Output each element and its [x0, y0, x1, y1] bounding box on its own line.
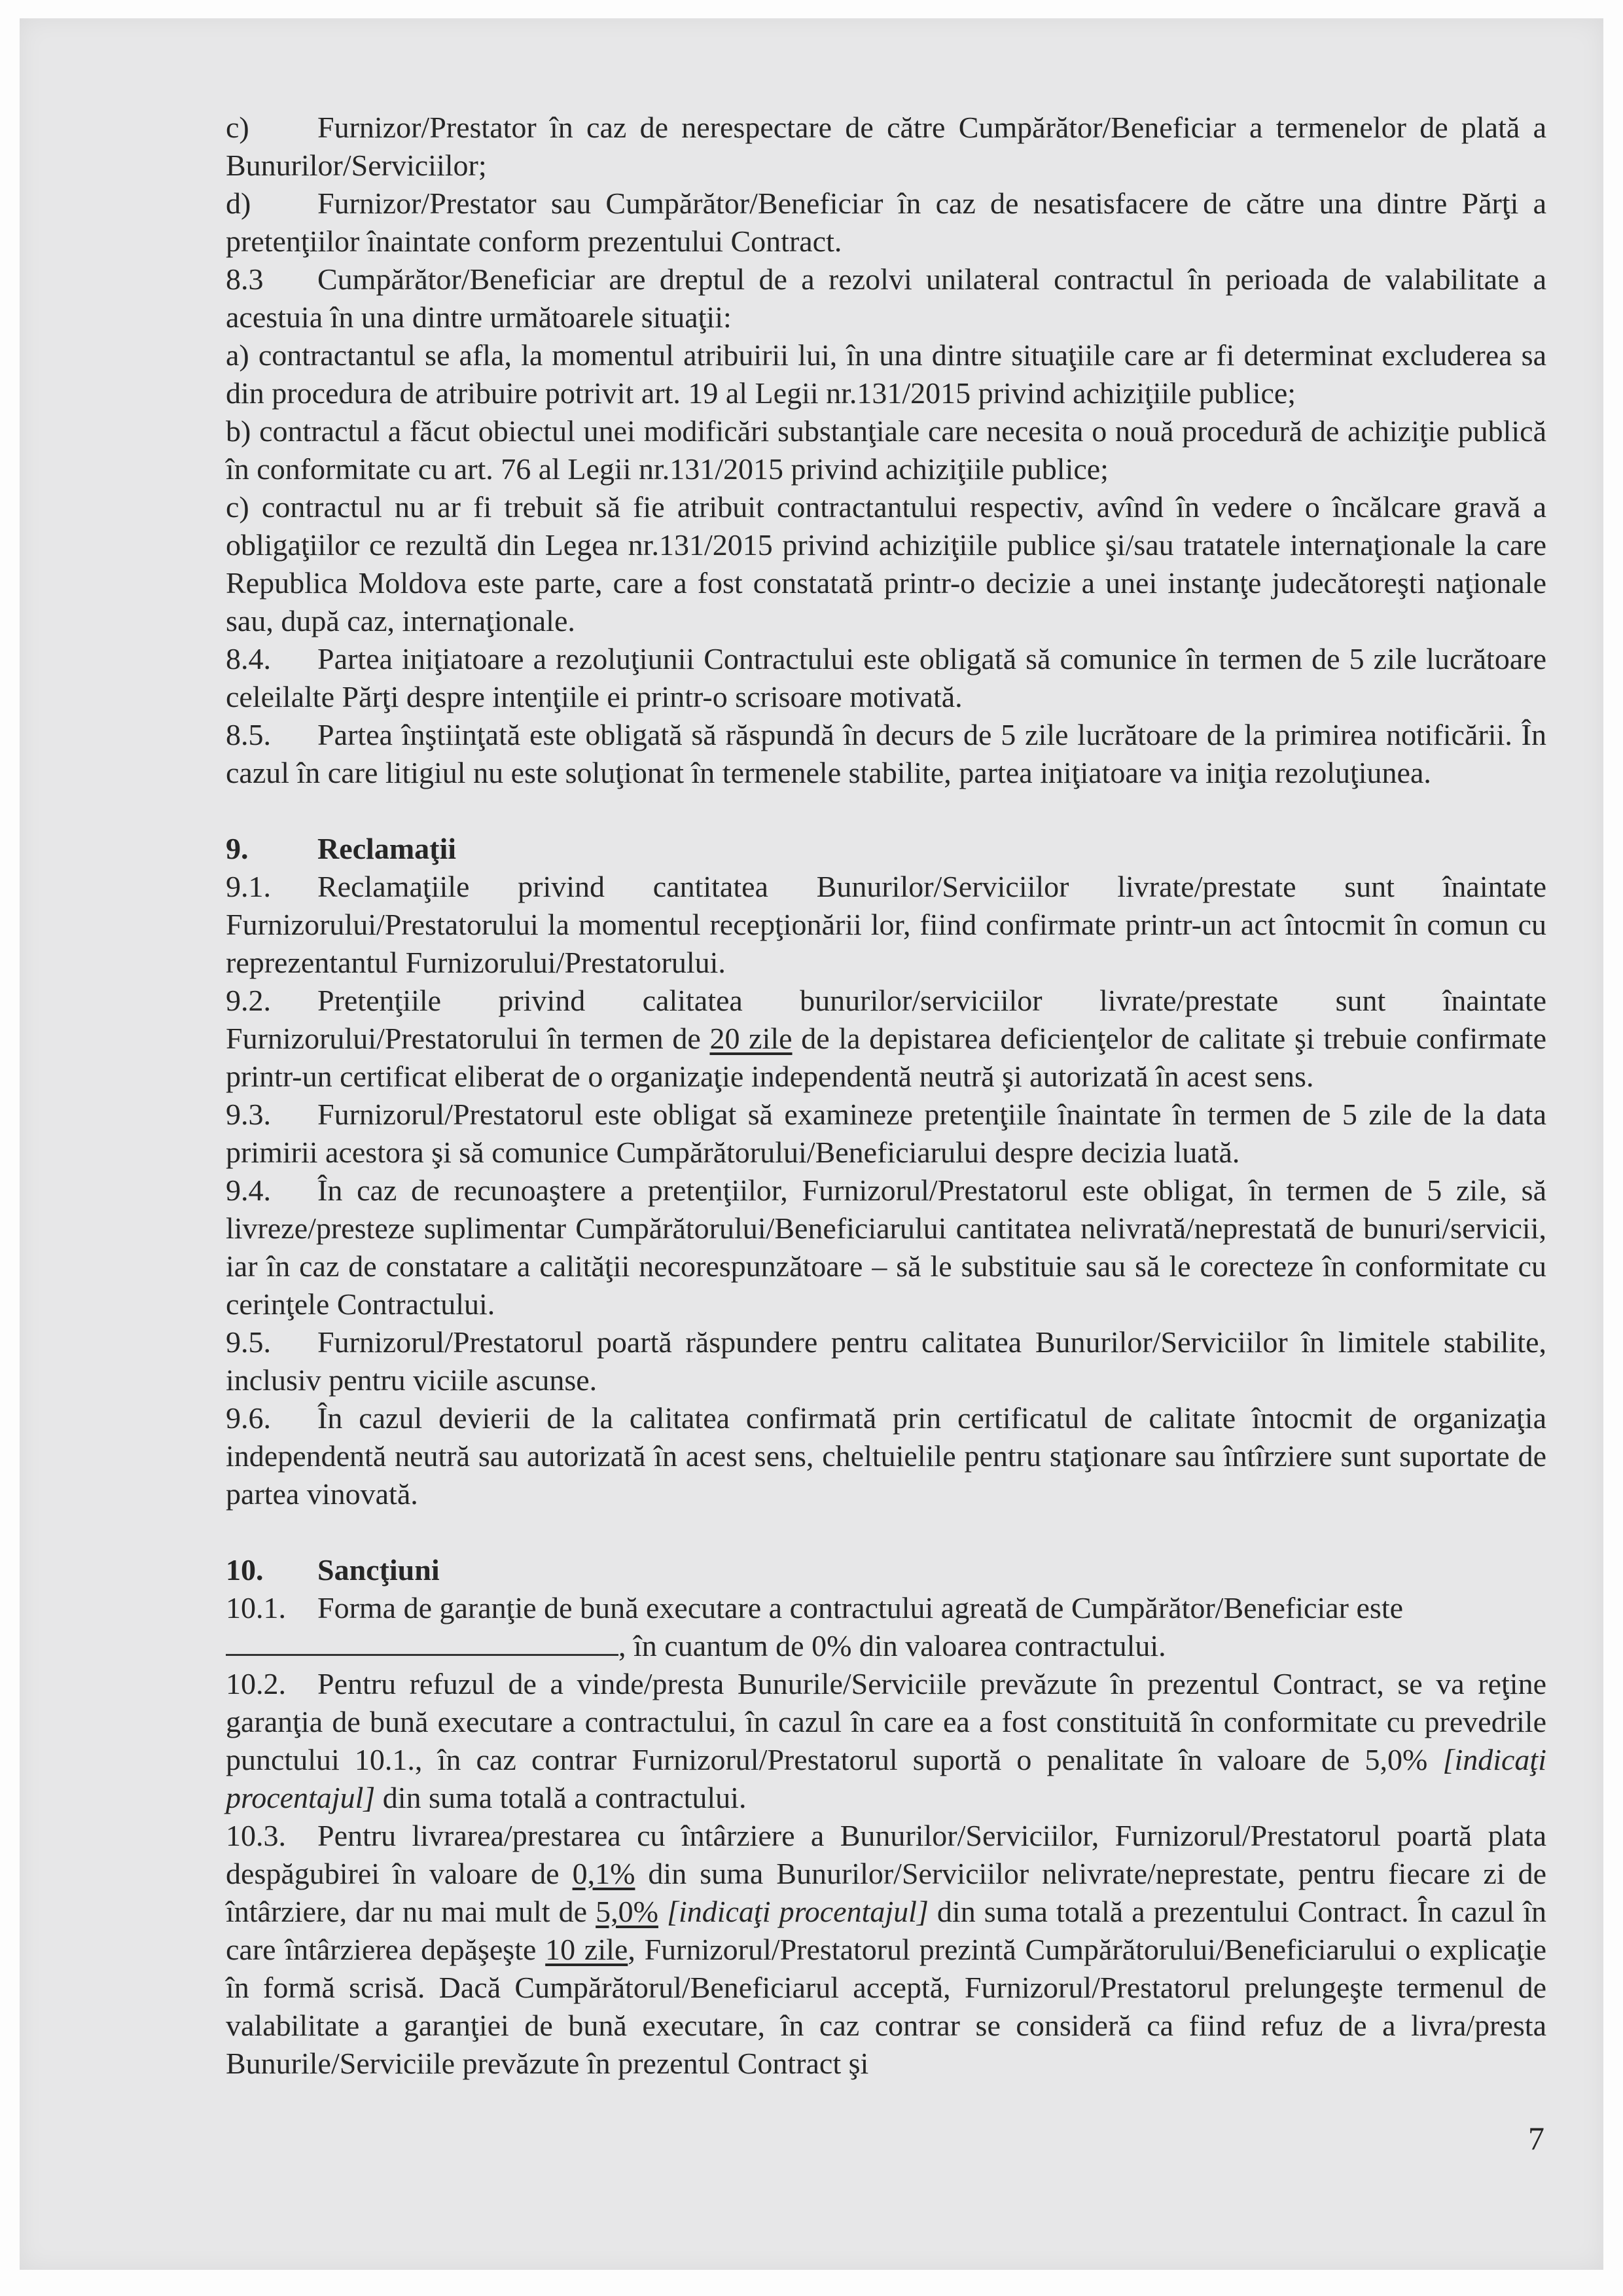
scanned-page	[20, 18, 1603, 2270]
clause-text-cont: din suma totală a prezentului Contract. În cazul în care întârzierea depăşeşte	[226, 1895, 1547, 1966]
clause-text: În cazul devierii de la calitatea confirmată prin certificatul de calitate întocmit de organizaţia independentă neutră sau autorizată în acest sens, cheltuielile pentru staţionare sau întîrziere sunt suportate de partea vinovată.	[226, 1401, 1546, 1511]
clause-9-2	[226, 982, 1546, 1096]
clause-text-cont	[658, 1895, 667, 1928]
clause-number: d)	[226, 187, 251, 220]
clause-number: 9.6.	[226, 1401, 271, 1435]
clause-10-3	[226, 1817, 1546, 2083]
clause-text: Furnizor/Prestator în caz de nerespectare de către Cumpărător/Beneficiar a termenelor de plată a Bunurilor/Serviciilor;	[226, 111, 1546, 182]
penalty-rate: 0,1%	[572, 1857, 635, 1890]
clause-text: Furnizorul/Prestatorul poartă răspundere pentru calitatea Bunurilor/Serviciilor în limitele stabilite, inclusiv pentru viciile ascunse.	[226, 1325, 1546, 1397]
clause-number: 8.4.	[226, 642, 271, 675]
clause-8-3-c: c) contractul nu ar fi trebuit să fie atribuit contractantului respectiv, avînd în vedere o încălcare gravă a obligaţiilor ce rezultă din Legea nr.131/2015 privind achiziţiile publice şi/sau tratatele internaţionale la care Republica Moldova este parte, care a fost constatată printr-o decizie a unei instanţe judecătoreşti naţionale sau, după caz, internaţionale.	[226, 490, 1546, 637]
clause-text-cont: de la depistarea deficienţelor de calitate şi trebuie confirmate printr-un certificat eliberat de o organizaţie independentă neutră şi autorizată în acest sens.	[226, 1022, 1546, 1093]
clause-number: 8.5.	[226, 718, 271, 751]
clause-text: Pretenţiile privind calitatea bunurilor/serviciilor livrate/prestate sunt înaintate Furnizorului/Prestatorului în termen de	[226, 984, 1546, 1055]
clause-10-1	[226, 1589, 1546, 1665]
clause-8-4	[226, 640, 1546, 716]
clause-c	[226, 109, 1546, 185]
clause-9-5	[226, 1323, 1546, 1399]
clause-9-3	[226, 1096, 1546, 1172]
section-number: 10.	[226, 1553, 264, 1587]
placeholder-note: [indicaţi procentajul]	[667, 1895, 929, 1928]
clause-number: 10.2.	[226, 1667, 286, 1700]
clause-text-cont: din suma Bunurilor/Serviciilor nelivrate/neprestate, pentru fiecare zi de întârziere, dar nu mai mult de	[226, 1857, 1546, 1928]
clause-text: Pentru refuzul de a vinde/presta Bunurile/Serviciile prevăzute în prezentul Contract, se va reţine garanţia de bună executare a contractului, în cazul în care ea a fost constituită în conformitate cu prevedrile punctului 10.1., în caz contrar Furnizorul/Prestatorul suportă o penalitate în valoare de 5,0%	[226, 1667, 1546, 1776]
page-number: 7	[1528, 2120, 1544, 2157]
penalty-cap: 5,0%	[596, 1895, 658, 1928]
section-title: Sancţiuni	[317, 1553, 440, 1587]
clause-text: Furnizorul/Prestatorul este obligat să examineze pretenţiile înaintate în termen de 5 zile de la data primirii acestora şi să comunice Cumpărătorului/Beneficiarului despre decizia luată.	[226, 1098, 1546, 1169]
placeholder-note: [indicaţi procentajul]	[226, 1743, 1546, 1814]
clause-text-cont: , Furnizorul/Prestatorul prezintă Cumpărătorului/Beneficiarului o explicaţie în formă scrisă. Dacă Cumpărătorul/Beneficiarul acceptă, Furnizorul/Prestatorul prelungeşte termenul de valabilitate a garanţiei de bună executare, în caz contrar se consideră ca fiind refuz de a livra/presta Bunurile/Serviciile prevăzute în prezentul Contract şi	[226, 1933, 1546, 2080]
section-title: Reclamaţii	[317, 832, 457, 865]
clause-number: c)	[226, 111, 249, 144]
section-10-heading	[226, 1551, 1546, 1589]
clause-9-1	[226, 868, 1546, 982]
section-number: 9.	[226, 832, 249, 865]
clause-text: Pentru livrarea/prestarea cu întârziere a Bunurilor/Serviciilor, Furnizorul/Prestatorul poartă plata despăgubirei în valoare de	[226, 1819, 1546, 1890]
clause-number: 9.1.	[226, 870, 271, 903]
clause-text-cont: , în cuantum de 0% din valoarea contractului.	[618, 1629, 1166, 1662]
clause-9-6	[226, 1399, 1546, 1513]
clause-d	[226, 185, 1546, 260]
clause-number: 9.2.	[226, 984, 271, 1017]
clause-text: În caz de recunoaştere a pretenţiilor, Furnizorul/Prestatorul este obligat, în termen de 5 zile, să livreze/presteze suplimentar Cumpărătorului/Beneficiarului cantitatea nelivrată/neprestată de bunuri/servicii, iar în caz de constatare a calităţii necorespunzătoare – să le substituie sau să le corecteze în conformitate cu cerinţele Contractului.	[226, 1174, 1546, 1321]
guarantee-form-blank-field	[226, 1628, 618, 1656]
clause-number: 10.1.	[226, 1591, 286, 1624]
deadline-value: 20 zile	[709, 1022, 793, 1055]
clause-9-4	[226, 1172, 1546, 1323]
document-body	[226, 109, 1546, 2083]
clause-number: 9.5.	[226, 1325, 271, 1359]
clause-text: Forma de garanţie de bună executare a contractului agreată de Cumpărător/Beneficiar este	[317, 1591, 1404, 1624]
clause-8-3-a: a) contractantul se afla, la momentul atribuirii lui, în una dintre situaţiile care ar fi determinat excluderea sa din procedura de atribuire potrivit art. 19 al Legii nr.131/2015 privind achiziţiile publice;	[226, 338, 1546, 410]
clause-number: 10.3.	[226, 1819, 286, 1852]
delay-threshold: 10 zile	[545, 1933, 628, 1966]
section-9-heading	[226, 830, 1546, 868]
clause-text: Cumpărător/Beneficiar are dreptul de a rezolvi unilateral contractul în perioada de valabilitate a acestuia în una dintre următoarele situaţii:	[226, 262, 1546, 334]
clause-number: 8.3	[226, 262, 264, 296]
clause-number: 9.4.	[226, 1174, 271, 1207]
clause-text: Partea iniţiatoare a rezoluţiunii Contractului este obligată să comunice în termen de 5 zile lucrătoare celeilalte Părţi despre intenţiile ei printr-o scrisoare motivată.	[226, 642, 1546, 713]
clause-8-3	[226, 260, 1546, 336]
clause-8-5	[226, 716, 1546, 792]
clause-text: Partea înştiinţată este obligată să răspundă în decurs de 5 zile lucrătoare de la primirea notificării. În cazul în care litigiul nu este soluţionat în termenele stabilite, partea iniţiatoare va iniţia rezoluţiunea.	[226, 718, 1546, 789]
clause-text-cont: din suma totală a contractului.	[375, 1781, 747, 1814]
clause-10-2	[226, 1665, 1546, 1817]
clause-8-3-b: b) contractul a făcut obiectul unei modificări substanţiale care necesita o nouă procedură de achiziţie publică în conformitate cu art. 76 al Legii nr.131/2015 privind achiziţiile publice;	[226, 414, 1546, 486]
clause-text: Furnizor/Prestator sau Cumpărător/Beneficiar în caz de nesatisfacere de către una dintre Părţi a pretenţiilor înaintate conform prezentului Contract.	[226, 187, 1546, 258]
clause-text: Reclamaţiile privind cantitatea Bunurilor/Serviciilor livrate/prestate sunt înaintate Furnizorului/Prestatorului la momentul recepţionării lor, fiind confirmate printr-un act întocmit în comun cu reprezentantul Furnizorului/Prestatorului.	[226, 870, 1546, 979]
clause-number: 9.3.	[226, 1098, 271, 1131]
